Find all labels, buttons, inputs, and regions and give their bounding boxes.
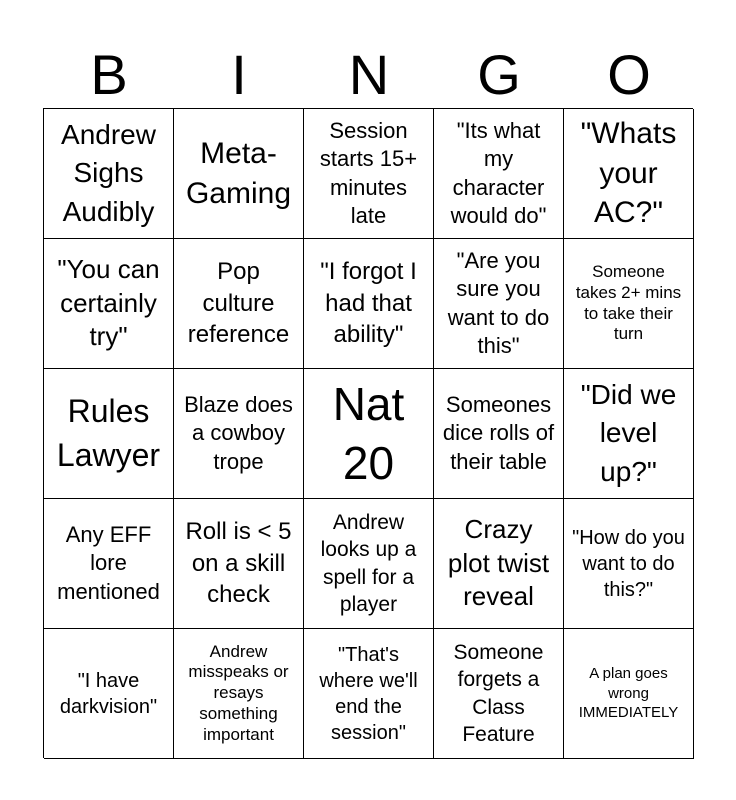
header-letter-g: G <box>477 43 521 106</box>
bingo-cell[interactable]: "You can certainly try" <box>44 239 174 369</box>
bingo-cell[interactable]: Someone forgets a Class Feature <box>434 629 564 759</box>
bingo-grid <box>43 108 693 758</box>
bingo-cell[interactable]: Crazy plot twist reveal <box>434 499 564 629</box>
bingo-cell[interactable]: "Did we level up?" <box>564 369 694 499</box>
bingo-cell[interactable]: Blaze does a cowboy trope <box>174 369 304 499</box>
bingo-cell[interactable]: Andrew Sighs Audibly <box>44 109 174 239</box>
header-letter-n: N <box>348 43 390 106</box>
bingo-cell[interactable]: "I have darkvision" <box>44 629 174 759</box>
header-letter-b: B <box>90 43 128 106</box>
bingo-cell[interactable]: A plan goes wrong IMMEDIATELY <box>564 629 694 759</box>
header-letter-i: I <box>231 43 247 106</box>
bingo-cell[interactable]: "That's where we'll end the session" <box>304 629 434 759</box>
bingo-cell[interactable]: "Whats your AC?" <box>564 109 694 239</box>
bingo-cell[interactable]: "Its what my character would do" <box>434 109 564 239</box>
bingo-cell[interactable]: Someones dice rolls of their table <box>434 369 564 499</box>
bingo-cell[interactable]: "I forgot I had that ability" <box>304 239 434 369</box>
bingo-cell[interactable]: Andrew misspeaks or resays something important <box>174 629 304 759</box>
bingo-cell[interactable]: Rules Lawyer <box>44 369 174 499</box>
bingo-cell[interactable]: "Are you sure you want to do this" <box>434 239 564 369</box>
header-letter-o: O <box>607 43 651 106</box>
bingo-cell[interactable]: Someone takes 2+ mins to take their turn <box>564 239 694 369</box>
bingo-header <box>44 42 694 108</box>
bingo-cell[interactable]: Session starts 15+ minutes late <box>304 109 434 239</box>
bingo-cell[interactable]: Nat 20 <box>304 369 434 499</box>
bingo-cell[interactable]: Andrew looks up a spell for a player <box>304 499 434 629</box>
bingo-cell[interactable]: Meta-Gaming <box>174 109 304 239</box>
bingo-cell[interactable]: Any EFF lore mentioned <box>44 499 174 629</box>
bingo-cell[interactable]: Roll is < 5 on a skill check <box>174 499 304 629</box>
bingo-cell[interactable]: "How do you want to do this?" <box>564 499 694 629</box>
bingo-cell[interactable]: Pop culture reference <box>174 239 304 369</box>
